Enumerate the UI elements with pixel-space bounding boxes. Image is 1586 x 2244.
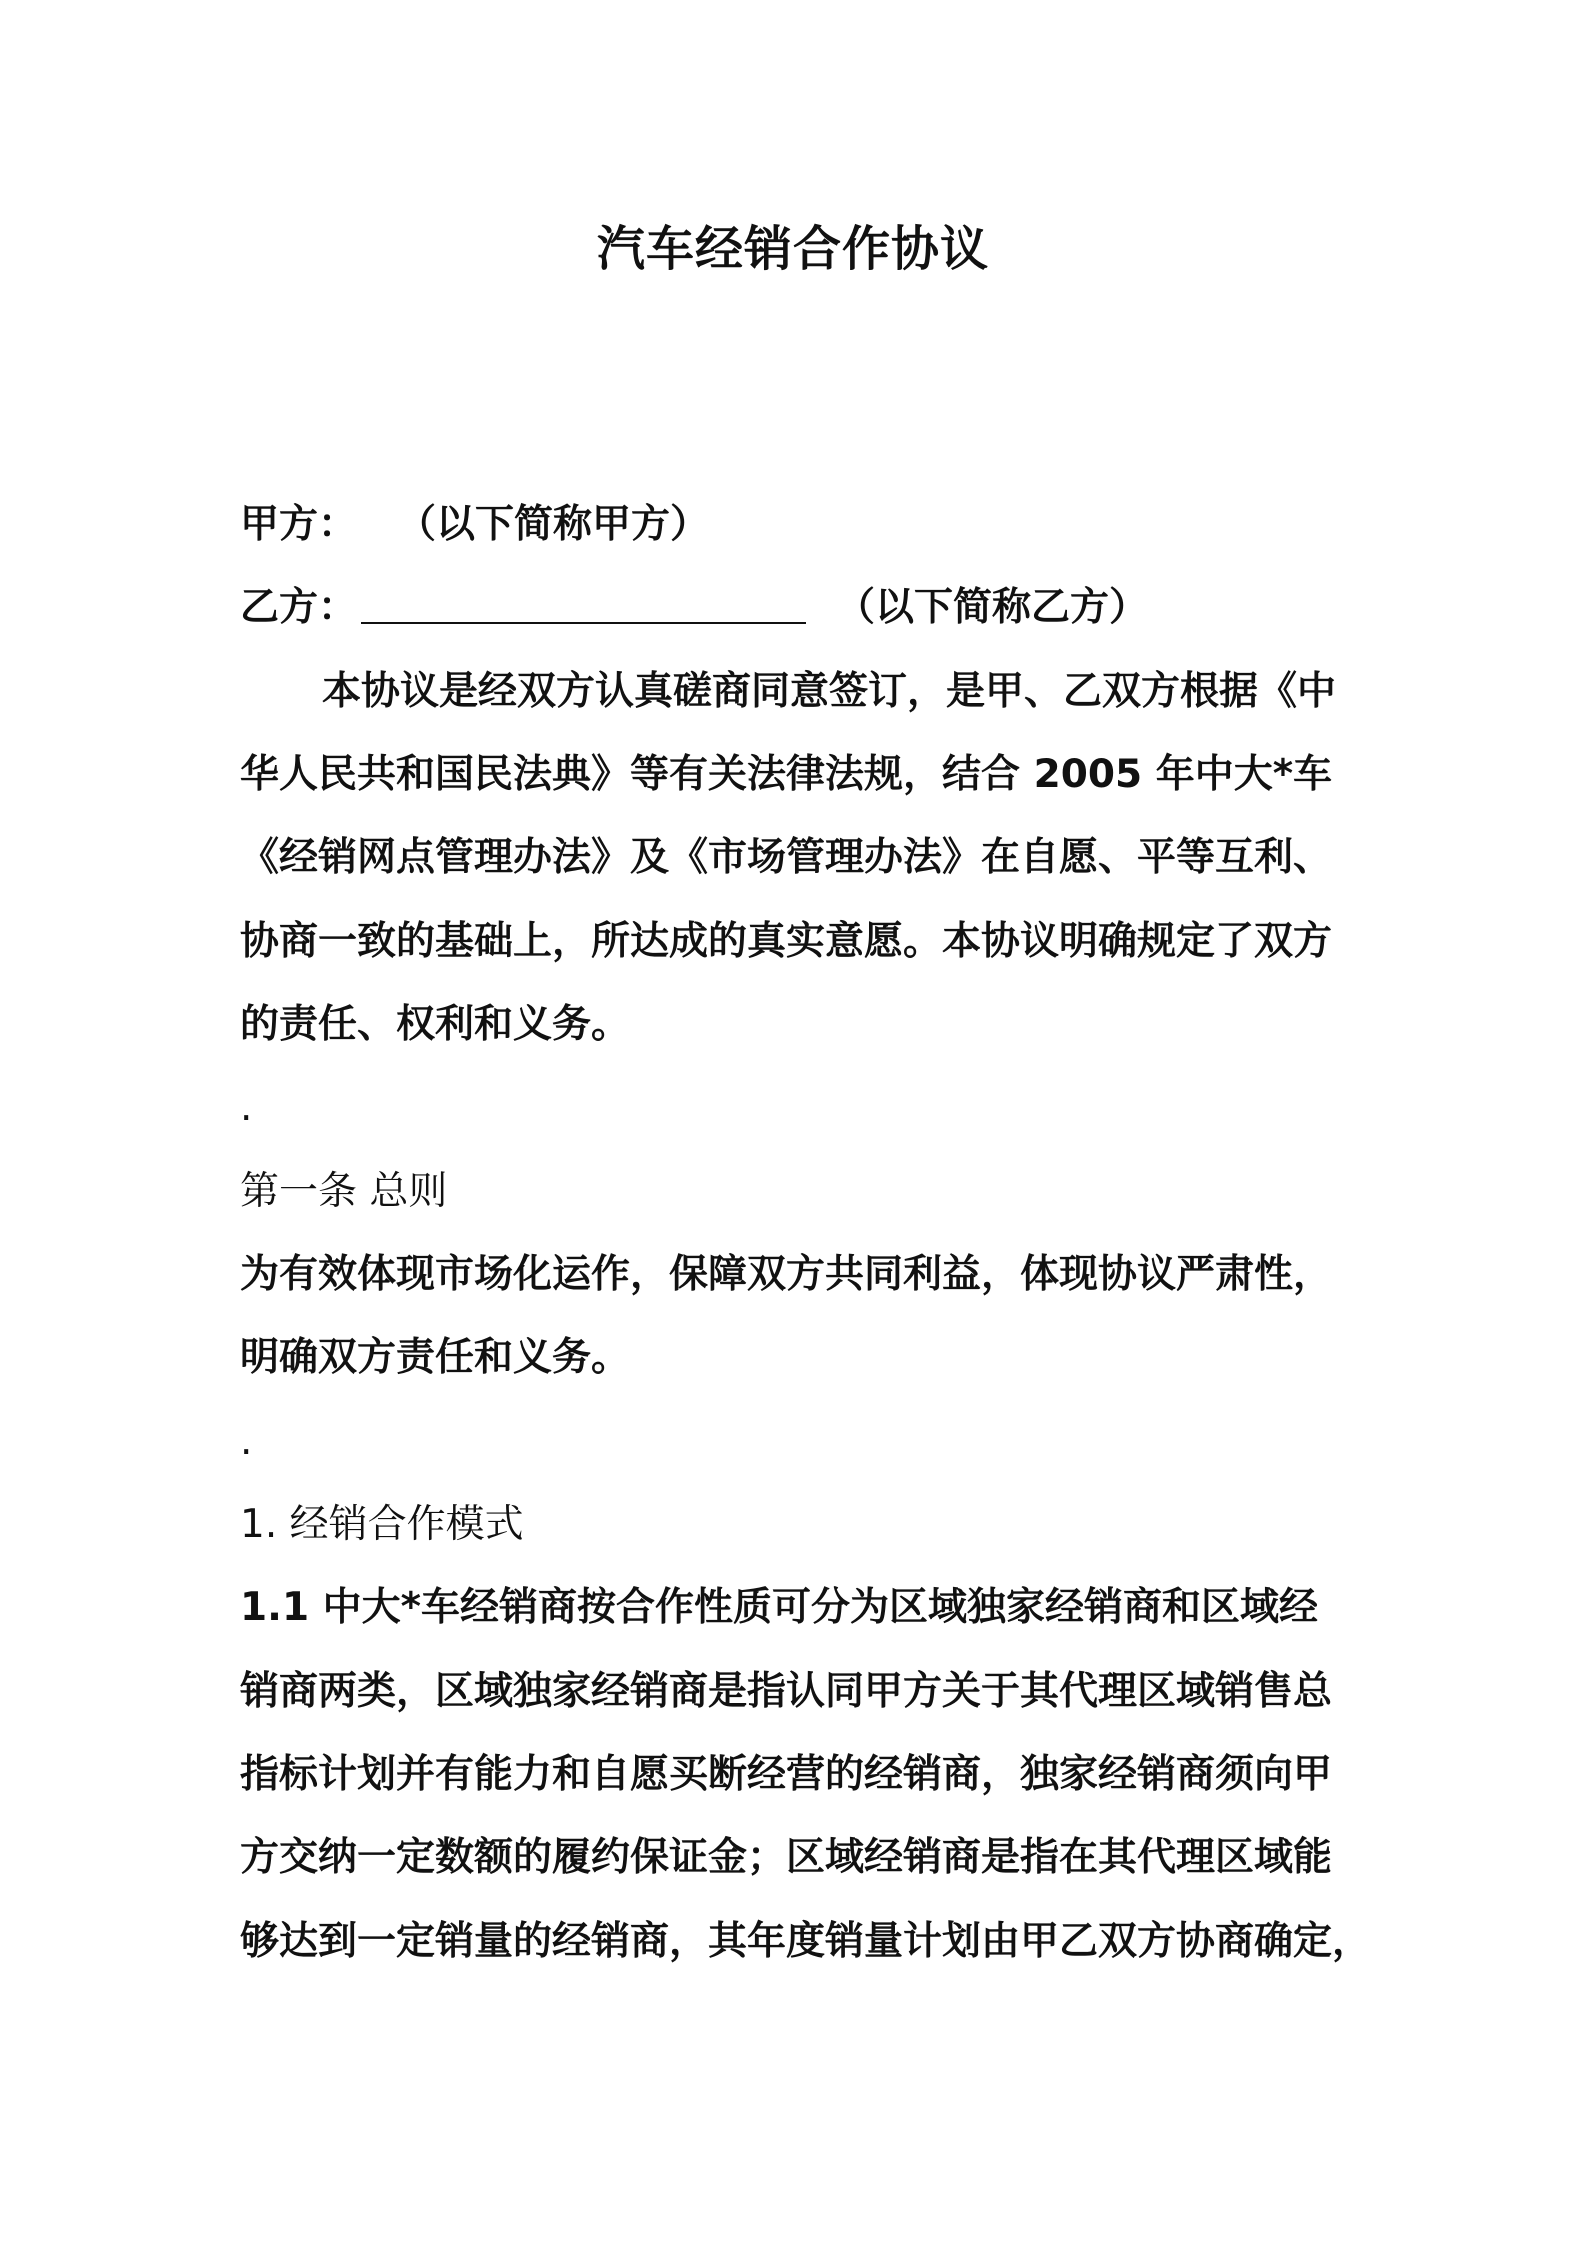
preamble-line: 《经销网点管理办法》及《市场管理办法》在自愿、平等互利、 xyxy=(240,835,1333,880)
document-title: 汽车经销合作协议 xyxy=(596,221,989,277)
party-b-line xyxy=(240,585,1149,630)
party-a-note: （以下简称甲方） xyxy=(397,502,710,547)
section-1-1-line: 够达到一定销量的经销商，其年度销量计划由甲乙双方协商确定， xyxy=(240,1919,1372,1964)
section-1-1-line: 方交纳一定数额的履约保证金；区域经销商是指在其代理区域能 xyxy=(240,1835,1333,1880)
party-b-note: （以下简称乙方） xyxy=(836,585,1149,630)
section-1-1-line: 1.1 中大*车经销商按合作性质可分为区域独家经销商和区域经 xyxy=(240,1585,1319,1630)
article-1-line: 明确双方责任和义务。 xyxy=(240,1335,631,1380)
preamble-line: 本协议是经双方认真磋商同意签订，是甲、乙双方根据《中 xyxy=(322,669,1337,714)
preamble-line: 华人民共和国民法典》等有关法律法规，结合 2005 年中大*车 xyxy=(240,752,1333,797)
separator-dot: . xyxy=(240,1419,253,1464)
article-1-heading: 第一条 总则 xyxy=(240,1169,448,1214)
party-a-line xyxy=(240,502,710,547)
preamble-line: 的责任、权利和义务。 xyxy=(240,1002,631,1047)
party-b-blank xyxy=(361,588,806,624)
section-1-1-line: 指标计划并有能力和自愿买断经营的经销商，独家经销商须向甲 xyxy=(240,1752,1333,1797)
section-1-heading: 1. 经销合作模式 xyxy=(240,1502,524,1547)
party-a-label: 甲方： xyxy=(240,502,358,547)
party-b-label: 乙方： xyxy=(240,585,358,630)
section-1-1-line: 销商两类，区域独家经销商是指认同甲方关于其代理区域销售总 xyxy=(240,1669,1333,1714)
article-1-line: 为有效体现市场化运作，保障双方共同利益，体现协议严肃性， xyxy=(240,1252,1333,1297)
separator-dot: . xyxy=(240,1085,253,1130)
preamble-line: 协商一致的基础上，所达成的真实意愿。本协议明确规定了双方 xyxy=(240,919,1333,964)
